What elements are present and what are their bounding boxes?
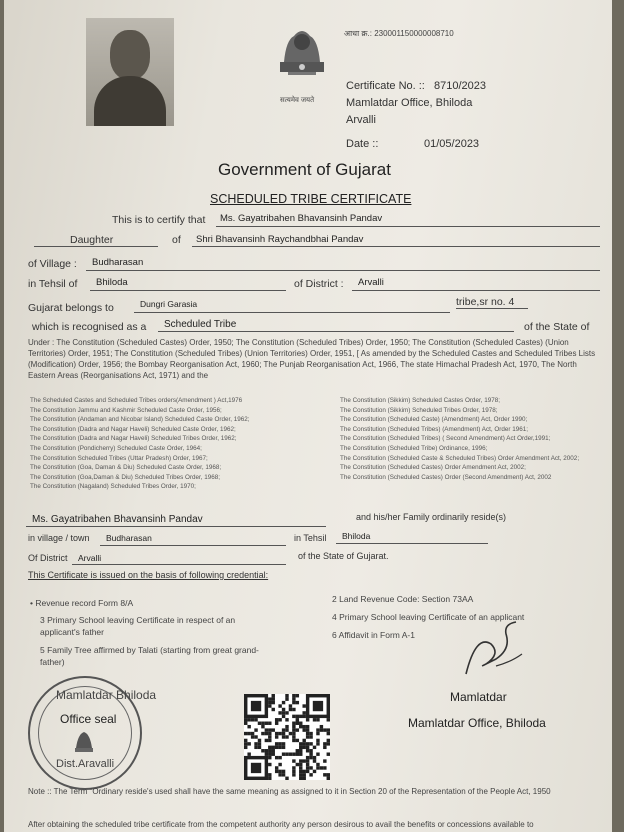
signatory-title: Mamlatdar <box>450 690 507 704</box>
order-item: The Constitution (Scheduled Castes) Order (Second Amendment) Act, 2002 <box>340 473 552 481</box>
order-item: The Constitution (Goa,Daman & Diu) Scheduled Tribes Order, 1968; <box>30 473 221 481</box>
recognised-label: which is recognised as a <box>32 321 147 333</box>
order-item: The Constitution (Scheduled Tribe) Ordinance, 1996; <box>340 444 488 452</box>
res-village-label: in village / town <box>28 533 90 543</box>
father-name: Shri Bhavansinh Raychandbhai Pandav <box>196 234 364 245</box>
issue-date: 01/05/2023 <box>424 138 480 150</box>
district-value: Arvalli <box>358 277 384 288</box>
under-text: Under : The Constitution (Scheduled Castes) Order, 1950; The Constitution (Scheduled Tribes) Order, 1950; The Constitution (Scheduled Castes) (Union Territories) Order, 1951; The Constitution (Scheduled Tribes) (Union Territories) Order, 1951, [ As amended by the Scheduled Castes and Scheduled Tribes Lists (Modification) Order, 1956; the Bombay Reorganisation Act, 1960; The Punjab Reorganisation Act, 1966, The state Himachal Pradesh Act, 1970, The North Eastern Areas (Reorganisations Act, 1971) and the <box>28 338 596 380</box>
recognised-as: Scheduled Tribe <box>164 319 237 330</box>
office-name: Mamlatdar Office, Bhiloda <box>346 97 473 109</box>
office-seal <box>28 676 157 790</box>
order-item: The Constitution (Dadra and Nagar Haveli) Scheduled Tribes Order, 1962; <box>30 435 237 443</box>
order-item: The Constitution (Sikkim) Scheduled Castes Order, 1978; <box>340 397 500 404</box>
order-item: The Constitution Jammu and Kashmir Scheduled Caste Order, 1956; <box>30 406 222 414</box>
seal-emblem-icon <box>72 728 96 754</box>
order-item: The Constitution (Scheduled Caste) (Amendment) Act, Order 1990; <box>340 416 528 424</box>
signatory-office: Mamlatdar Office, Bhiloda <box>408 716 546 730</box>
order-item: The Constitution Scheduled Tribes (Uttar Pradesh) Order, 1967; <box>30 454 208 462</box>
emblem-caption: सत्यमेव जयते <box>280 97 315 104</box>
tribe-value: Dungri Garasia <box>140 299 198 309</box>
order-item: The Constitution (Scheduled Caste & Scheduled Tribes) Order Amendment Act, 2002; <box>340 454 580 462</box>
signature-icon <box>456 614 536 684</box>
order-item: The Constitution (Pondicherry) Scheduled Caste Order, 1964; <box>30 444 202 452</box>
resident-name: Ms. Gayatribahen Bhavansinh Pandav <box>32 514 203 525</box>
order-item: The Constitution (Scheduled Castes) Order Amendment Act, 2002; <box>340 464 526 472</box>
order-item: The Constitution (Andaman and Nicobar Island) Scheduled Caste Order, 1962; <box>30 416 250 424</box>
date-label: Date :: <box>346 138 379 150</box>
belongs-label: Gujarat belongs to <box>28 302 114 314</box>
order-item: The Scheduled Castes and Scheduled Tribes orders(Amendment ) Act,1976 <box>30 397 243 404</box>
credential-item: 3 Primary School leaving Certificate in respect of an applicant's father <box>40 615 236 637</box>
order-item: The Constitution (Sikkim) Scheduled Tribes Order, 1978; <box>340 406 498 414</box>
certificate-no: 8710/2023 <box>434 80 486 92</box>
footer-after: After obtaining the scheduled tribe certificate from the competent authority any person desirous to avail the benefits or concessions available to <box>28 820 534 829</box>
res-village-value: Budharasan <box>106 533 152 543</box>
document-title: Government of Gujarat <box>218 160 391 179</box>
orders-left-list <box>30 396 330 492</box>
order-item: The Constitution (Goa, Daman & Diu) Scheduled Caste Order, 1968; <box>30 464 222 472</box>
district-label: of District : <box>294 278 344 290</box>
of-label: of <box>172 234 181 246</box>
state-of-label: of the State of <box>524 321 590 333</box>
applicant-photo <box>86 18 174 126</box>
photo-body <box>94 76 166 126</box>
tehsil-value: Bhiloda <box>96 277 128 288</box>
seal-stamp-text: Office seal <box>60 712 117 726</box>
footer-note: Note :: The Term "Ordinary reside's used shall have the same meaning as assigned to it in Section 20 of the Representation of the People Act, 1950 <box>28 787 551 796</box>
tehsil-label: in Tehsil of <box>28 278 78 290</box>
order-item: The Constitution (Scheduled Tribes) ( Second Amendment) Act Order,1991; <box>340 435 551 443</box>
credentials-heading: This Certificate is issued on the basis of following credential: <box>28 570 269 580</box>
credential-item: 4 Primary School leaving Certificate of an applicant <box>332 612 525 622</box>
orders-right-list <box>340 396 606 482</box>
relation: Daughter <box>70 234 114 246</box>
seal-bottom-text: Dist.Aravalli <box>56 758 115 770</box>
res-state-label: of the State of Gujarat. <box>298 551 389 561</box>
barcode-number: आधा क्र.: 230001150000008710 <box>344 29 454 38</box>
applicant-name: Ms. Gayatribahen Bhavansinh Pandav <box>220 213 383 224</box>
credential-item: 5 Family Tree affirmed by Talati (starting from great grand-father) <box>40 645 259 667</box>
order-item: The Constitution (Scheduled Tribes) (Amendment) Act, Order 1961; <box>340 425 528 433</box>
credential-item: • Revenue record Form 8/A <box>30 598 134 608</box>
res-district-value: Arvalli <box>78 553 102 563</box>
qr-code <box>244 694 330 780</box>
order-item: The Constitution (Nagaland) Scheduled Tribes Order, 1970; <box>30 483 196 491</box>
certificate-no-label: Certificate No. :: <box>346 80 425 92</box>
national-emblem-icon <box>274 22 330 94</box>
res-tehsil-value: Bhiloda <box>342 531 371 541</box>
family-label: and his/her Family ordinarily reside(s) <box>356 512 507 522</box>
credential-item: 6 Affidavit in Form A-1 <box>332 630 415 640</box>
village-value: Budharasan <box>92 257 144 268</box>
village-label: of Village : <box>28 258 77 270</box>
certificate-page <box>4 0 612 832</box>
certify-label: This is to certify that <box>112 214 206 226</box>
credential-item: 2 Land Revenue Code: Section 73AA <box>332 594 474 604</box>
photo-head <box>110 30 150 80</box>
district-line: Arvalli <box>346 114 376 126</box>
seal-top-text: Mamlatdar Bhiloda <box>56 688 157 702</box>
res-district-label: Of District <box>28 553 68 563</box>
document-subtitle: SCHEDULED TRIBE CERTIFICATE <box>210 192 412 206</box>
order-item: The Constitution (Dadra and Nagar Haveli) Scheduled Caste Order, 1962; <box>30 425 236 433</box>
tribe-sr-label: tribe,sr no. 4 <box>456 296 515 308</box>
res-tehsil-label: in Tehsil <box>294 533 327 543</box>
